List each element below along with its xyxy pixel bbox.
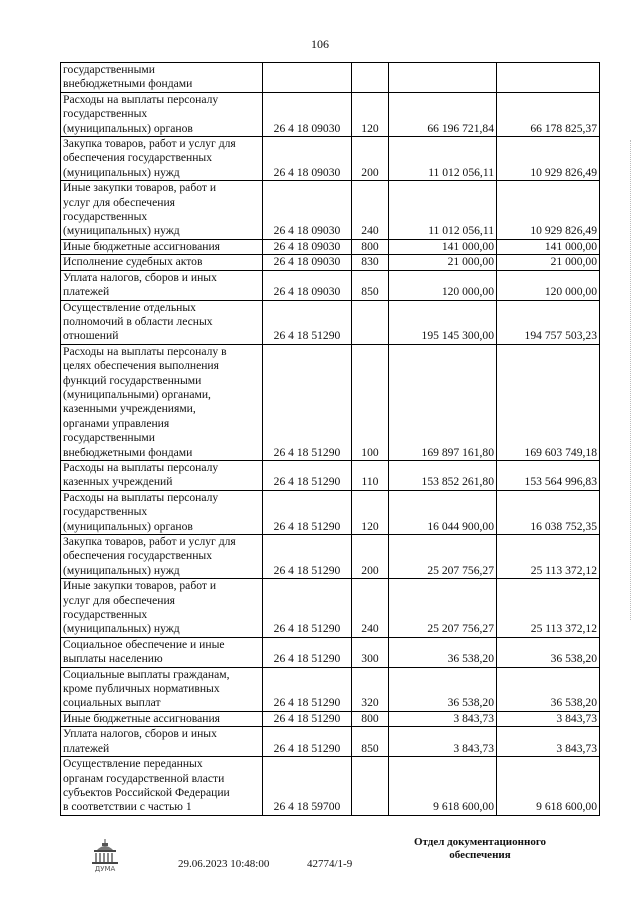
row-amount-actual-cell: 141 000,00 [497,239,600,254]
row-amount-actual-cell: 153 564 996,83 [497,460,600,490]
footer-department: Отдел документационного обеспечения [413,836,547,861]
row-amount-actual-cell: 25 113 372,12 [497,579,600,638]
row-amount-plan-cell: 25 207 756,27 [389,579,497,638]
svg-text:ДУМА: ДУМА [94,865,116,873]
row-expense-type-cell: 100 [352,344,389,460]
row-code-cell: 26 4 18 51290 [263,460,352,490]
table-row [61,727,600,757]
row-amount-actual-cell: 169 603 749,18 [497,344,600,460]
row-expense-type-cell: 120 [352,490,389,534]
row-amount-actual-cell [497,63,600,93]
row-code-cell: 26 4 18 51290 [263,344,352,460]
row-amount-actual-cell: 194 757 503,23 [497,300,600,344]
row-amount-plan-cell: 169 897 161,80 [389,344,497,460]
row-amount-actual-cell: 9 618 600,00 [497,757,600,816]
row-name-cell: Осуществление переданных органам государственной власти субъектов Российской Федерации в соответствии с частью 1 [61,757,263,816]
row-name-cell: Иные бюджетные ассигнования [61,711,263,726]
row-amount-plan-cell: 3 843,73 [389,711,497,726]
row-amount-actual-cell: 10 929 826,49 [497,181,600,240]
footer-date: 29.06.2023 10:48:00 [178,858,270,870]
duma-building-emblem-icon [88,838,122,874]
row-amount-actual-cell: 36 538,20 [497,637,600,667]
row-amount-actual-cell: 36 538,20 [497,667,600,711]
budget-table [60,62,600,816]
row-code-cell: 26 4 18 51290 [263,300,352,344]
row-code-cell: 26 4 18 09030 [263,255,352,270]
row-amount-plan-cell: 16 044 900,00 [389,490,497,534]
row-amount-actual-cell: 120 000,00 [497,270,600,300]
row-amount-actual-cell: 16 038 752,35 [497,490,600,534]
row-code-cell [263,63,352,93]
row-amount-plan-cell: 21 000,00 [389,255,497,270]
row-name-cell: Социальное обеспечение и иные выплаты населению [61,637,263,667]
row-expense-type-cell: 240 [352,579,389,638]
table-row [61,667,600,711]
table-row [61,535,600,579]
table-row [61,757,600,816]
row-code-cell: 26 4 18 59700 [263,757,352,816]
table-row [61,92,600,136]
row-amount-plan-cell: 25 207 756,27 [389,535,497,579]
page-number: 106 [311,37,329,51]
row-expense-type-cell: 300 [352,637,389,667]
table-row [61,63,600,93]
row-expense-type-cell [352,757,389,816]
row-expense-type-cell [352,300,389,344]
row-name-cell: Расходы на выплаты персоналу в целях обеспечения выполнения функций государственными (муниципальными) органами, казенными учреждениями, органами управления государственными внебюджетными фондами [61,344,263,460]
row-amount-actual-cell: 3 843,73 [497,711,600,726]
row-amount-actual-cell: 3 843,73 [497,727,600,757]
row-name-cell: государственными внебюджетными фондами [61,63,263,93]
row-code-cell: 26 4 18 09030 [263,92,352,136]
row-amount-plan-cell: 66 196 721,84 [389,92,497,136]
row-name-cell: Закупка товаров, работ и услуг для обеспечения государственных (муниципальных) нужд [61,535,263,579]
row-expense-type-cell: 200 [352,535,389,579]
row-expense-type-cell: 120 [352,92,389,136]
row-code-cell: 26 4 18 51290 [263,579,352,638]
row-amount-plan-cell: 11 012 056,11 [389,181,497,240]
row-name-cell: Иные бюджетные ассигнования [61,239,263,254]
row-expense-type-cell: 800 [352,711,389,726]
row-expense-type-cell: 850 [352,727,389,757]
footer-doc-id: 42774/1-9 [307,858,353,870]
row-amount-plan-cell: 11 012 056,11 [389,137,497,181]
table-row [61,255,600,270]
row-expense-type-cell: 320 [352,667,389,711]
table-row [61,300,600,344]
row-name-cell: Осуществление отдельных полномочий в области лесных отношений [61,300,263,344]
row-amount-plan-cell: 3 843,73 [389,727,497,757]
table-row [61,460,600,490]
row-expense-type-cell: 800 [352,239,389,254]
page-footer [0,836,640,896]
table-row [61,181,600,240]
budget-table-body [61,63,600,816]
row-code-cell: 26 4 18 09030 [263,270,352,300]
row-code-cell: 26 4 18 51290 [263,727,352,757]
row-amount-plan-cell: 195 145 300,00 [389,300,497,344]
row-name-cell: Уплата налогов, сборов и иных платежей [61,727,263,757]
table-row [61,637,600,667]
row-amount-plan-cell: 153 852 261,80 [389,460,497,490]
row-amount-actual-cell: 21 000,00 [497,255,600,270]
row-amount-actual-cell: 25 113 372,12 [497,535,600,579]
row-amount-plan-cell: 120 000,00 [389,270,497,300]
row-amount-plan-cell: 9 618 600,00 [389,757,497,816]
row-code-cell: 26 4 18 09030 [263,137,352,181]
row-name-cell: Расходы на выплаты персоналу казенных учреждений [61,460,263,490]
table-row [61,711,600,726]
row-name-cell: Социальные выплаты гражданам, кроме публичных нормативных социальных выплат [61,667,263,711]
row-code-cell: 26 4 18 51290 [263,490,352,534]
row-expense-type-cell: 110 [352,460,389,490]
row-code-cell: 26 4 18 09030 [263,239,352,254]
row-expense-type-cell: 240 [352,181,389,240]
row-code-cell: 26 4 18 51290 [263,711,352,726]
row-amount-plan-cell: 36 538,20 [389,637,497,667]
row-amount-plan-cell [389,63,497,93]
table-row [61,344,600,460]
row-name-cell: Расходы на выплаты персоналу государственных (муниципальных) органов [61,490,263,534]
row-expense-type-cell [352,63,389,93]
table-row [61,270,600,300]
row-name-cell: Уплата налогов, сборов и иных платежей [61,270,263,300]
row-expense-type-cell: 200 [352,137,389,181]
row-code-cell: 26 4 18 51290 [263,637,352,667]
row-amount-actual-cell: 10 929 826,49 [497,137,600,181]
row-name-cell: Закупка товаров, работ и услуг для обеспечения государственных (муниципальных) нужд [61,137,263,181]
table-row [61,137,600,181]
scan-edge-mark [630,140,633,620]
row-code-cell: 26 4 18 51290 [263,667,352,711]
table-row [61,579,600,638]
row-code-cell: 26 4 18 09030 [263,181,352,240]
row-code-cell: 26 4 18 51290 [263,535,352,579]
row-name-cell: Расходы на выплаты персоналу государственных (муниципальных) органов [61,92,263,136]
table-row [61,490,600,534]
row-expense-type-cell: 830 [352,255,389,270]
row-name-cell: Иные закупки товаров, работ и услуг для обеспечения государственных (муниципальных) нужд [61,181,263,240]
row-expense-type-cell: 850 [352,270,389,300]
row-amount-actual-cell: 66 178 825,37 [497,92,600,136]
row-amount-plan-cell: 141 000,00 [389,239,497,254]
table-row [61,239,600,254]
row-name-cell: Исполнение судебных актов [61,255,263,270]
row-name-cell: Иные закупки товаров, работ и услуг для обеспечения государственных (муниципальных) нужд [61,579,263,638]
row-amount-plan-cell: 36 538,20 [389,667,497,711]
